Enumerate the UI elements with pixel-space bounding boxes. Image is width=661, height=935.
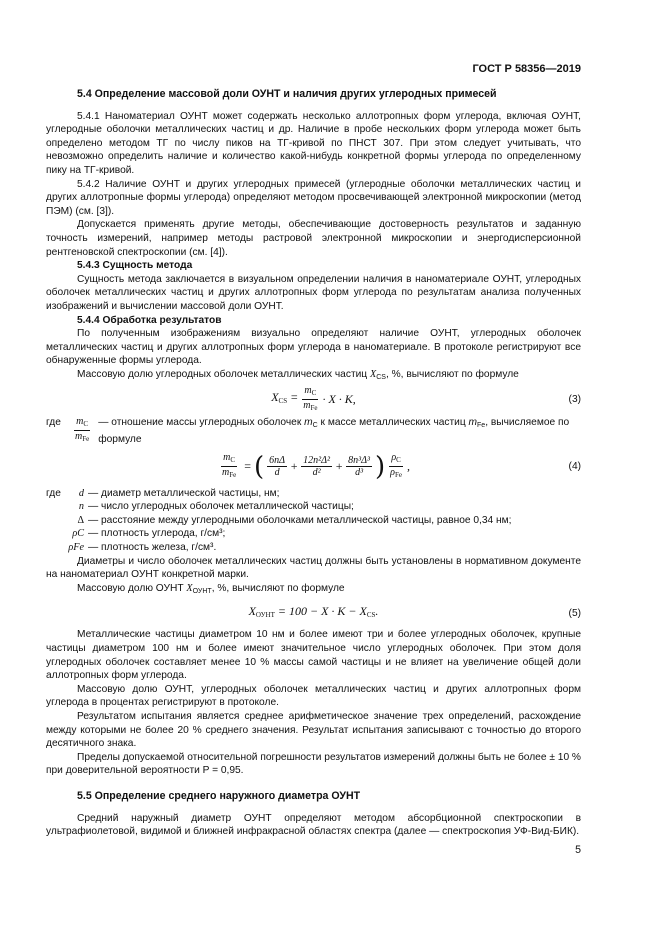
section-5-5-title: 5.5 Определение среднего наружного диаметра ОУНТ <box>77 789 361 802</box>
paragraph: Средний наружный диаметр ОУНТ определяют методом абсорбционной спектроскопии в ультрафиолетовой, видимой и ближней инфракрасной областях спектра (далее — спектроскопия УФ-Вид-БИК). <box>46 812 581 838</box>
paragraph: Сущность метода заключается в визуальном определении наличия в наноматериале ОУНТ, углеродных оболочек металлических частиц и других аллотропных форм углерода по результатам анализа полученных изображений и вычислении массовой доли ОУНТ. <box>46 273 581 312</box>
paragraph: Допускается применять другие методы, обеспечивающие достоверность результатов и заданную точность измерений, например методы растровой электронной микроскопии и энергодисперсионной рентгеновской спектроскопии (см. [4]). <box>46 219 581 258</box>
paragraph: 5.4.1 Наноматериал ОУНТ может содержать несколько аллотропных форм углерода, включая ОУНТ, углеродные оболочки металлических частиц и др. Наличие в пробе нескольких форм углерода может быть определено методом ТГ по числу пиков на ТГ-кривой по ПНСТ 307. При этом следует учитывать, что невозможно определить наличие и количество какой-нибудь конкретной формы углерода по определенному пику на ТГ-кривой. <box>46 110 581 176</box>
paragraph: Массовую долю ОУНТ $X_{ОУНТ}$, %, вычисляют по формуле <box>77 582 345 595</box>
subsection-5-4-3-title: 5.4.3 Сущность метода <box>77 260 193 272</box>
paragraph: По полученным изображениям визуально определяют наличие ОУНТ, углеродных оболочек металлических частиц и других аллотропных форм углерода в наноматериале. В протоколе регистрируют все обнаруженные формы углерода. <box>46 328 581 367</box>
paragraph: Диаметры и число оболочек металлических частиц должны быть установлены в нормативном документе на наноматериал ОУНТ конкретной марки. <box>46 555 581 581</box>
section-5-4-title: 5.4 Определение массовой доли ОУНТ и наличия других углеродных примесей <box>77 88 497 100</box>
paragraph: Массовую долю углеродных оболочек металлических частиц $X_{CS}$, %, вычисляют по формуле <box>77 368 519 381</box>
formula-5: $X_{ОУНТ} = 100 - X \cdot K - X_{CS}$. (5) <box>248 603 581 619</box>
formula-4: $\frac{m_C}{m_{Fe}}$ = ( $\frac{6n\Delta}{d}$ + $\frac{\text{12n²Δ²}}{\text{d²}}$ + $\frac{\text{8n³Δ³}}{\text{d³}}$ ) $\frac{\rho_C}{\rho_{Fe}}$ , (4) <box>222 451 581 482</box>
standard-number: ГОСТ Р 58356—2019 <box>472 63 581 75</box>
subsection-5-4-4-title: 5.4.4 Обработка результатов <box>77 314 222 326</box>
paragraph: Пределы допускаемой относительной погрешности результатов измерений должны быть не более ± 10 % при доверительной вероятности P = 0,95. <box>46 751 581 777</box>
paragraph: Массовую долю ОУНТ, углеродных оболочек металлических частиц и других аллотропных форм углерода в процентах регистрируют в протоколе. <box>46 683 581 709</box>
where-block-1: где $\frac{m_C}{m_{Fe}}$ — отношение массы углеродных оболочек $m_C$ к массе металлических частиц $m_{Fe}$, вычисляемое по формуле <box>46 416 570 446</box>
formula-3: $X_{CS}$ = $\frac{m_C}{m_{Fe}}$ · X · K, (3) <box>271 384 581 412</box>
paragraph: Металлические частицы диаметром 10 нм и более имеют три и более углеродных оболочек, крупные частицы диаметром 100 нм и более имеют значительное число углеродных оболочек. При этом доля углеродных оболочек составляет менее 10 % массы самой частицы и не влияет на увеличение общей доли аллотропных форм углерода. <box>46 629 581 682</box>
paragraph: Результатом испытания является среднее арифметическое значение трех определений, расхождение между которыми не более 20 % среднего значения. Результат испытания записывают с точностью до второго десятичного знака. <box>46 710 581 750</box>
page-number: 5 <box>575 844 581 856</box>
paragraph: 5.4.2 Наличие ОУНТ и других углеродных примесей (углеродные оболочки металлических частиц и других аллотропные формы углерода) определяют методом просвечивающей электронной микроскопии (метод ПЭМ) (см. [3]). <box>46 178 581 217</box>
variable-list: где d — диаметр металлической частицы, нм; n — число углеродных оболочек металлической частицы; Δ — расстояние между углеродными оболочками металлической частицы, равное 0,34 нм; ρC — плотность углерода, г/см³; ρFe — плотность железа, г/см³. <box>46 487 512 554</box>
